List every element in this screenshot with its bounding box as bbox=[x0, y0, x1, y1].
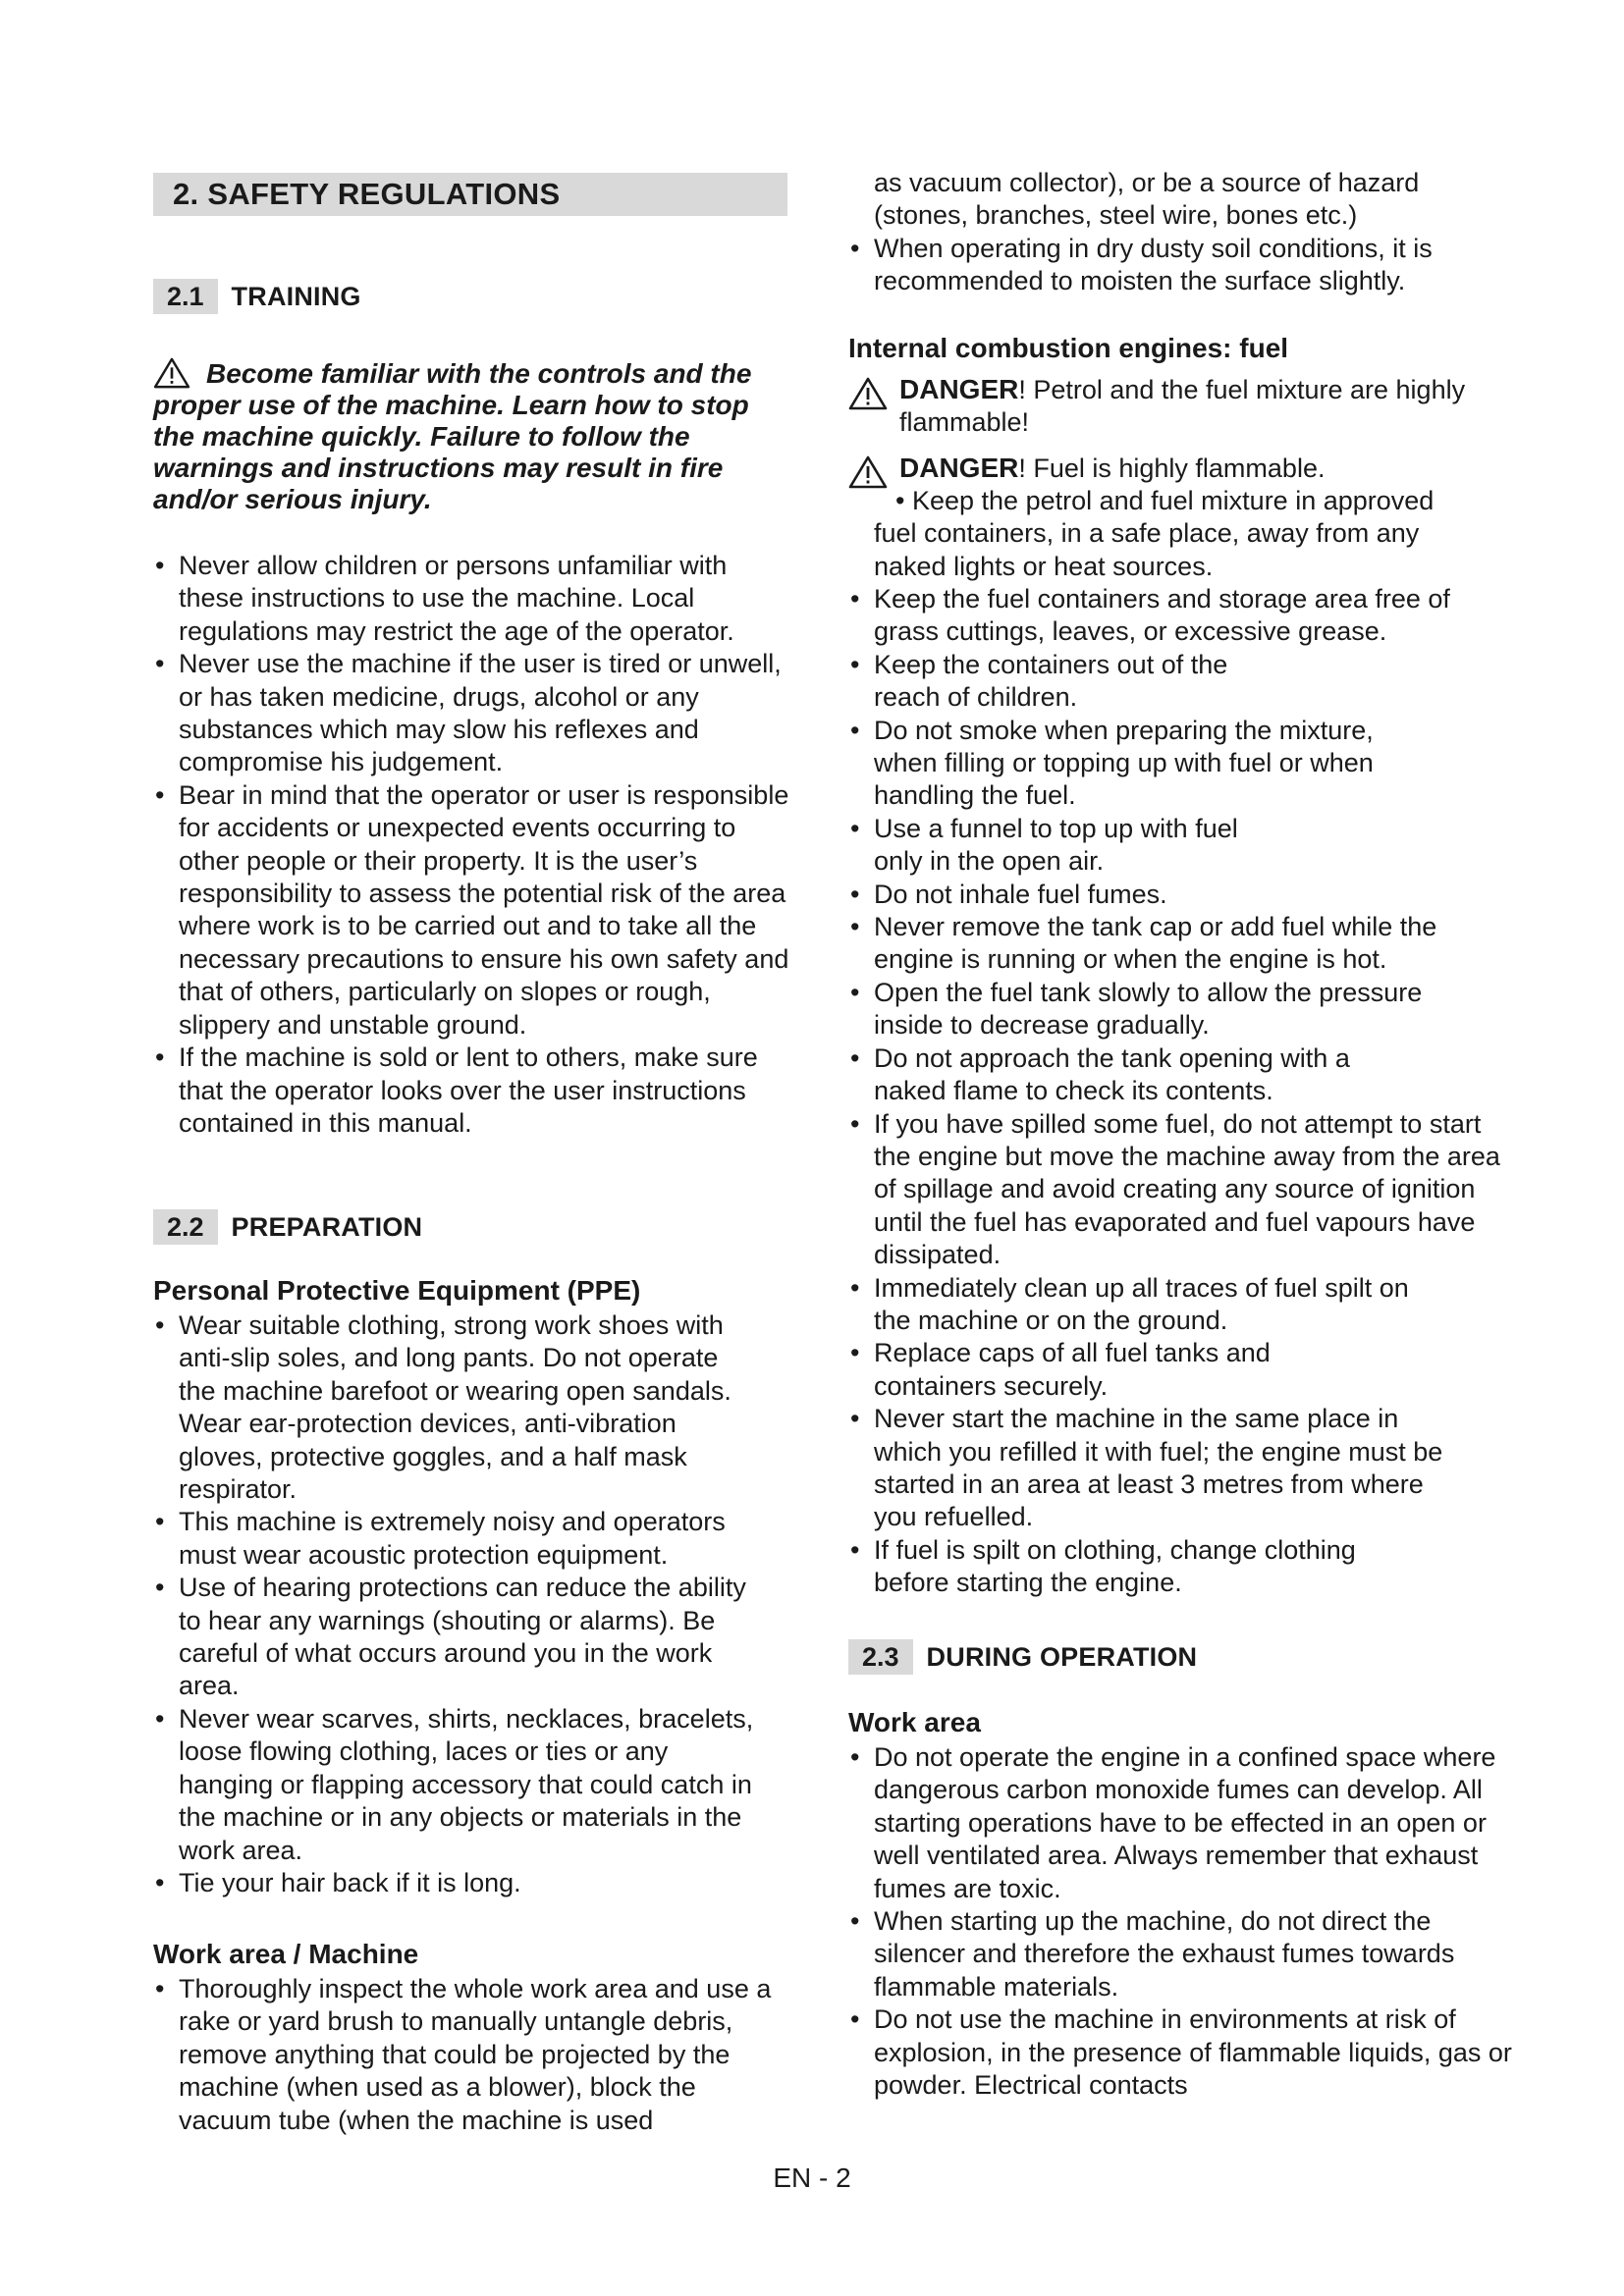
list-item: • Do not smoke when preparing the mixture, when filling or topping up with fuel or when handling the fuel. bbox=[848, 715, 1384, 813]
subsection-preparation bbox=[153, 1209, 422, 1245]
subsection-during-operation bbox=[848, 1639, 1197, 1675]
list-item: • Thoroughly inspect the whole work area and use a rake or yard brush to manually untangle debris, remove anything that could be projected by the machine (when used as a blower), block the vacuum tube (when the machine is used bbox=[153, 1973, 795, 2137]
list-item: • If fuel is spilt on clothing, change clothing before starting the engine. bbox=[848, 1534, 1384, 1600]
subsection-title: DURING OPERATION bbox=[926, 1641, 1198, 1672]
list-item: • Never use the machine if the user is tired or unwell, or has taken medicine, drugs, alcohol or any substances which may slow his reflexes and compromise his judgement. bbox=[153, 648, 791, 779]
list-item: • Keep the containers out of the reach of children. bbox=[848, 649, 1267, 715]
list-item: • Replace caps of all fuel tanks and containers securely. bbox=[848, 1337, 1306, 1403]
list-item: • Do not inhale fuel fumes. bbox=[848, 879, 1496, 911]
work-area-machine-list bbox=[153, 1973, 795, 2137]
list-item: • Wear suitable clothing, strong work shoes with anti-slip soles, and long pants. Do not operate the machine barefoot or wearing open sandals. Wear ear-protection devices, anti-vibration gloves, protective goggles, and a half mask respirator. bbox=[153, 1309, 762, 1506]
danger-text: ! Petrol and the fuel mixture are highly flammable! bbox=[899, 375, 1466, 437]
work-area-machine-list-cont bbox=[848, 233, 1502, 298]
list-item: • Do not approach the tank opening with a naked flame to check its contents. bbox=[848, 1042, 1424, 1108]
section-title-text: SAFETY REGULATIONS bbox=[207, 177, 561, 211]
list-item: • Keep the fuel containers and storage area free of grass cuttings, leaves, or excessive grease. bbox=[848, 583, 1496, 649]
list-item: • Tie your hair back if it is long. bbox=[153, 1867, 762, 1899]
subsection-number: 2.1 bbox=[153, 279, 218, 314]
list-item: • Do not use the machine in environments at risk of explosion, in the presence of flammable liquids, gas or powder. Electrical contacts bbox=[848, 2003, 1512, 2102]
warning-triangle-icon bbox=[848, 455, 888, 489]
fuel-heading: Internal combustion engines: fuel bbox=[848, 333, 1289, 363]
list-item: • Never start the machine in the same place in which you refilled it with fuel; the engine must be started in an area at least 3 metres from where you refuelled. bbox=[848, 1403, 1463, 1534]
list-item: • Never allow children or persons unfamiliar with these instructions to use the machine. Local regulations may restrict the age of the operator. bbox=[153, 550, 791, 648]
list-item: • Bear in mind that the operator or user is responsible for accidents or unexpected events occurring to other people or their property. It is the user’s responsibility to assess the potential risk of the area where work is to be carried out and to take all the necessary precautions to ensure his own safety and that of others, particularly on slopes or rough, slippery and unstable ground. bbox=[153, 779, 791, 1041]
list-item: • Open the fuel tank slowly to allow the pressure inside to decrease gradually. bbox=[848, 977, 1424, 1042]
ppe-heading: Personal Protective Equipment (PPE) bbox=[153, 1275, 641, 1306]
list-item: • If you have spilled some fuel, do not attempt to start the engine but move the machine away from the area of spillage and avoid creating any source of ignition until the fuel has evaporated and fuel vapours have dissipated. bbox=[848, 1108, 1502, 1272]
list-item: • Immediately clean up all traces of fuel spilt on the machine or on the ground. bbox=[848, 1272, 1424, 1338]
section-title bbox=[153, 173, 787, 216]
work-area-item-continuation: as vacuum collector), or be a source of hazard (stones, branches, steel wire, bones etc.) bbox=[874, 168, 1420, 231]
fuel-first-item-text: Keep the petrol and fuel mixture in approved fuel containers, in a safe place, away from any naked lights or heat sources. bbox=[874, 486, 1435, 581]
fuel-first-item bbox=[874, 485, 1463, 583]
subsection-training bbox=[153, 279, 361, 314]
training-warning bbox=[153, 357, 762, 515]
bullet: • bbox=[895, 486, 912, 515]
list-item: • This machine is extremely noisy and operators must wear acoustic protection equipment. bbox=[153, 1506, 762, 1572]
danger-notice bbox=[848, 452, 1477, 485]
ppe-list bbox=[153, 1309, 762, 1899]
list-item: • If the machine is sold or lent to others, make sure that the operator looks over the user instructions contained in this manual. bbox=[153, 1041, 791, 1140]
training-warning-text: Become familiar with the controls and the proper use of the machine. Learn how to stop the machine quickly. Failure to follow the warnings and instructions may result in fire and/or serious injury. bbox=[153, 358, 752, 514]
list-item: • Do not operate the engine in a confined space where dangerous carbon monoxide fumes can develop. All starting operations have to be effected in an open or well ventilated area. Always remember that exhaust fumes are toxic. bbox=[848, 1741, 1496, 1905]
danger-label: DANGER bbox=[899, 453, 1019, 483]
training-list bbox=[153, 550, 791, 1140]
section-number: 2. bbox=[173, 177, 199, 211]
list-item: • When operating in dry dusty soil conditions, it is recommended to moisten the surface slightly. bbox=[848, 233, 1502, 298]
subsection-title: TRAINING bbox=[231, 281, 361, 311]
subsection-title: PREPARATION bbox=[231, 1211, 423, 1242]
operation-list bbox=[848, 1741, 1512, 2102]
list-item: • Use a funnel to top up with fuel only in the open air. bbox=[848, 813, 1267, 879]
list-item: • When starting up the machine, do not direct the silencer and therefore the exhaust fumes towards flammable materials. bbox=[848, 1905, 1483, 2003]
work-area-heading: Work area bbox=[848, 1707, 981, 1737]
work-area-machine-heading: Work area / Machine bbox=[153, 1939, 419, 1969]
fuel-list bbox=[848, 583, 1500, 1600]
warning-triangle-icon bbox=[848, 377, 888, 410]
danger-notice bbox=[848, 373, 1477, 439]
danger-label: DANGER bbox=[899, 374, 1019, 404]
list-item: • Use of hearing protections can reduce the ability to hear any warnings (shouting or alarms). Be careful of what occurs around you in the work area. bbox=[153, 1572, 762, 1703]
subsection-number: 2.2 bbox=[153, 1209, 218, 1245]
warning-triangle-icon bbox=[153, 357, 190, 389]
page-number: EN - 2 bbox=[773, 2163, 851, 2193]
list-item: • Never wear scarves, shirts, necklaces, bracelets, loose flowing clothing, laces or ties or any hanging or flapping accessory that could catch in the machine or in any objects or materials in the work area. bbox=[153, 1703, 762, 1867]
subsection-number: 2.3 bbox=[848, 1639, 913, 1675]
list-item: • Never remove the tank cap or add fuel while the engine is running or when the engine is hot. bbox=[848, 911, 1496, 977]
danger-text: ! Fuel is highly flammable. bbox=[1018, 454, 1326, 483]
